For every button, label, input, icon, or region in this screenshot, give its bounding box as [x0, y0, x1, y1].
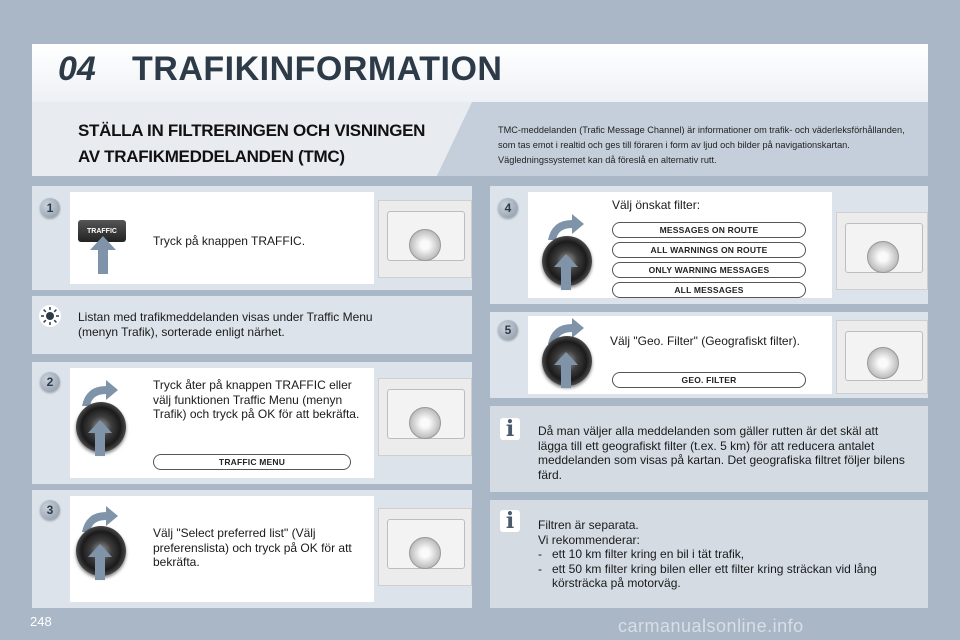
watermark: carmanualsonline.info [618, 616, 804, 636]
note-text: Listan med trafikmeddelanden visas under Traffic Menu (menyn Trafik), sorterade enligt närhet. [78, 310, 373, 339]
info2-bullet2-text: ett 50 km filter kring bilen eller ett filter kring sträckan vid lång körsträcka på motorväg. [552, 561, 877, 590]
info2-line2: Vi rekommenderar: [538, 532, 640, 547]
intro-text: TMC-meddelanden (Trafic Message Channel) är informationer om trafik- och väderleksförhållanden, som tas emot i realtid och ges till föraren i form av ljud och bilder på navigationskartan. Vägledningssystemet kan då föreslå en alternativ rutt. [498, 125, 905, 165]
info2-line1: Filtren är separata. [538, 518, 639, 532]
section-title-line1: STÄLLA IN FILTRERINGEN OCH VISNINGEN [78, 121, 426, 140]
radio-unit-image [378, 508, 472, 586]
info2-bullet1 [538, 547, 908, 562]
filter-all-warnings-on-route[interactable]: ALL WARNINGS ON ROUTE [612, 242, 806, 258]
up-arrow-icon [554, 254, 578, 290]
radio-unit-image [836, 212, 928, 290]
step3-text: Välj "Select preferred list" (Välj preferenslista) och tryck på OK för att bekräfta. [153, 526, 352, 569]
radio-knob [867, 241, 899, 273]
geo-filter-option[interactable]: GEO. FILTER [612, 372, 806, 388]
radio-knob [409, 407, 441, 439]
bullet-dash: - [538, 547, 542, 561]
info2-text [538, 518, 908, 591]
info1-text: Då man väljer alla meddelanden som gäller rutten är det skäl att lägga till ett geografiskt filter (t.ex. 5 km) för att reducera antalet meddelanden som visas på kartan. Det geografiska filtret följer bilens färd. [538, 424, 905, 482]
sun-tip-icon [38, 304, 62, 328]
filter-messages-on-route[interactable]: MESSAGES ON ROUTE [612, 222, 806, 238]
section-title-line2: AV TRAFIKMEDDELANDEN (TMC) [78, 147, 345, 166]
up-arrow-icon [554, 352, 578, 388]
radio-knob [409, 229, 441, 261]
step1-text: Tryck på knappen TRAFFIC. [153, 234, 306, 248]
page-number: 248 [30, 614, 52, 629]
section-title [78, 118, 468, 170]
traffic-menu-option[interactable]: TRAFFIC MENU [153, 454, 351, 470]
radio-knob [409, 537, 441, 569]
traffic-key-icon: TRAFFIC [78, 220, 126, 242]
bullet-dash: - [538, 561, 542, 576]
step4-text: Välj önskat filter: [612, 198, 701, 212]
step5-text: Välj "Geo. Filter" (Geografiskt filter). [610, 334, 800, 348]
info-icon: i [500, 418, 520, 440]
chapter-title: TRAFIKINFORMATION [132, 50, 503, 88]
step2-badge: 2 [40, 372, 60, 392]
info2-bullet2 [538, 562, 908, 591]
step3-badge: 3 [40, 500, 60, 520]
radio-unit-image [378, 378, 472, 456]
chapter-number: 04 [58, 50, 96, 88]
info-icon: i [500, 510, 520, 532]
filter-only-warning-messages[interactable]: ONLY WARNING MESSAGES [612, 262, 806, 278]
step4-badge: 4 [498, 198, 518, 218]
up-arrow-icon [88, 420, 112, 456]
radio-unit-image [378, 200, 472, 278]
up-arrow-icon [88, 544, 112, 580]
step2-text: Tryck åter på knappen TRAFFIC eller välj funktionen Traffic Menu (menyn Trafik) och tryck på OK för att bekräfta. [153, 378, 360, 421]
filter-all-messages[interactable]: ALL MESSAGES [612, 282, 806, 298]
step5-badge: 5 [498, 320, 518, 340]
info2-bullet1-text: ett 10 km filter kring en bil i tät trafik, [552, 547, 745, 561]
up-arrow-icon [90, 236, 116, 274]
radio-unit-image [836, 320, 928, 394]
step1-badge: 1 [40, 198, 60, 218]
radio-knob [867, 347, 899, 379]
